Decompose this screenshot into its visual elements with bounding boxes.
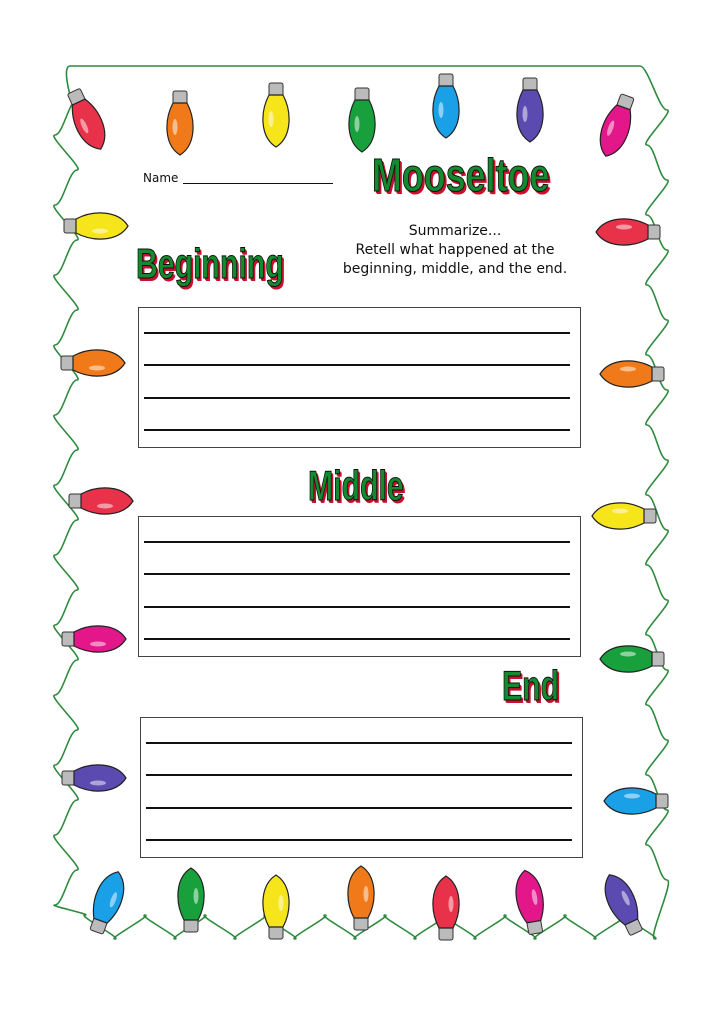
magenta-bulb-icon (593, 92, 639, 161)
purple-bulb-icon (597, 869, 648, 938)
green-bulb-icon (178, 868, 204, 932)
green-bulb-icon (600, 646, 664, 672)
beginning-writing-box[interactable] (138, 307, 581, 448)
heading-beginning: Beginning (136, 240, 284, 287)
orange-bulb-icon (61, 350, 125, 376)
instructions-line-1: Summarize... (408, 223, 502, 239)
purple-bulb-icon (517, 78, 543, 142)
yellow-bulb-icon (592, 503, 656, 529)
orange-bulb-icon (167, 91, 193, 155)
yellow-bulb-icon (263, 83, 289, 147)
name-label: Name (143, 171, 179, 185)
instructions-line-3: beginning, middle, and the end. (342, 261, 568, 277)
blue-bulb-icon (604, 788, 668, 814)
green-bulb-icon (349, 88, 375, 152)
instructions-line-2: Retell what happened at the (355, 242, 555, 258)
instructions (330, 222, 580, 279)
red-bulb-icon (69, 488, 133, 514)
purple-bulb-icon (62, 765, 126, 791)
red-bulb-icon (62, 86, 113, 155)
end-writing-box[interactable] (140, 717, 583, 858)
yellow-bulb-icon (64, 213, 128, 239)
blue-bulb-icon (433, 74, 459, 138)
heading-middle: Middle (308, 462, 404, 509)
heading-end: End (502, 662, 560, 709)
middle-writing-box[interactable] (138, 516, 581, 657)
red-bulb-icon (596, 219, 660, 245)
blue-bulb-icon (84, 867, 130, 936)
red-bulb-icon (433, 876, 459, 940)
orange-bulb-icon (348, 866, 374, 930)
page-title: Mooseltoe (372, 149, 550, 201)
name-input-line[interactable] (183, 183, 333, 184)
